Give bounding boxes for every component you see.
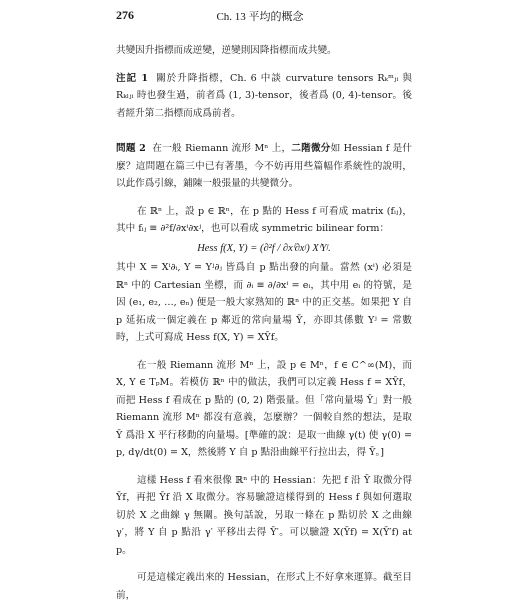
question-2-label: 問題 2 (116, 143, 146, 154)
page-header (0, 0, 520, 24)
paragraph-closing: 可是這樣定義出來的 Hessian，在形式上不好拿來運算。截至目前， (116, 572, 412, 601)
question-2-emphasis: 二階微分 (291, 143, 331, 154)
paragraph-rn-hessian: 在 ℝⁿ 上，設 p ∈ ℝⁿ，在 p 點的 Hess f 可看成 matrix (fᵢⱼ)，其中 fᵢⱼ ≡ ∂²f/∂xⁱ∂xʲ，也可以看成 symmetric bilinear form： (116, 205, 412, 234)
question-2-intro: 在一般 Riemann 流形 Mⁿ 上， (152, 143, 292, 154)
paragraph-riemann: 在一般 Riemann 流形 Mⁿ 上，設 p ∈ Mⁿ，f ∈ C^∞(M)，而 X, Y ∈ TₚM。若模仿 ℝⁿ 中的做法，我們可以定義 Hess f = XỸf，而把 Hess f 看成在 p 點的 (0, 2) 階張量。但「常向量場 Ỹ」對一般 Riemann 流形 Mⁿ 都沒有意義，怎麼辦？一個較自然的想法，是取 Ỹ 爲沿 X 平行移動的向量場。[準確的說：是取一曲線 γ(t) 使 γ(0) = p, dγ/dt(0) = X，然後將 Y 自 p 點沿曲線平行拉出去，得 Ỹ。] (116, 359, 412, 458)
note-1-text: 關於升降指標，Ch. 6 中談 curvature tensors Rₖᵐⱼᵢ 與 Rₖₗⱼᵢ 時也發生過，前者爲 (1, 3)-tensor，後者爲 (0, 4)-tensor。後者經升第二指標而成爲前者。 (116, 72, 413, 119)
page-body (116, 42, 412, 604)
page-number: 276 (116, 8, 134, 22)
question-2 (116, 140, 412, 193)
paragraph-cartesian: 其中 X = Xⁱ∂ᵢ, Y = Yʲ∂ⱼ 皆爲自 p 點出發的向量。當然 (xⁱ) 必須是 ℝⁿ 中的 Cartesian 坐標，而 ∂ᵢ ≡ ∂/∂xⁱ = eᵢ，其中用 eᵢ 的符號，是因 (e₁, e₂, …, eₙ) 便是一般大家熟知的 ℝⁿ 中的正交基。如果把 Y 自 p 延拓成一個定義在 p 鄰近的常向量場 Ỹ，亦即其係數 Yʲ = 常數時，上式可寫成 Hess f(X, Y) = XỸf。 (116, 262, 412, 343)
hessian-formula: Hess f(X, Y) = (∂²f / ∂xⁱ∂xʲ) XⁱYʲ. (197, 242, 331, 254)
paragraph-covariance-note: 共變因升指標而成逆變，逆變則因降指標而成共變。 (116, 45, 337, 56)
paragraph-parallel-transport: 這樣 Hess f 看來很像 ℝⁿ 中的 Hessian：先把 f 沿 Ỹ 取微分得 Ỹf，再把 Ỹf 沿 X 取微分。容易驗證這樣得到的 Hess f 與如何選取切於 X 之曲線 γ 無關。換句話說，另取一條在 p 點切於 X 之曲線 γ′，將 Y 自 p 點沿 γ′ 平移出去得 Ỹ′。可以驗證 X(Ỹf) = X(Ỹ′f) at p。 (116, 474, 412, 556)
question-2-rest: 如 Hessian f 是什麼？這問題在篇三中已有著墨，今不妨再用些篇幅作系統性的說明，以此作爲引線，鋪陳一般張量的共變微分。 (116, 143, 413, 189)
chapter-title: Ch. 13 平均的概念 (216, 11, 304, 23)
note-1 (116, 70, 412, 123)
note-1-label: 注記 1 (116, 72, 149, 84)
